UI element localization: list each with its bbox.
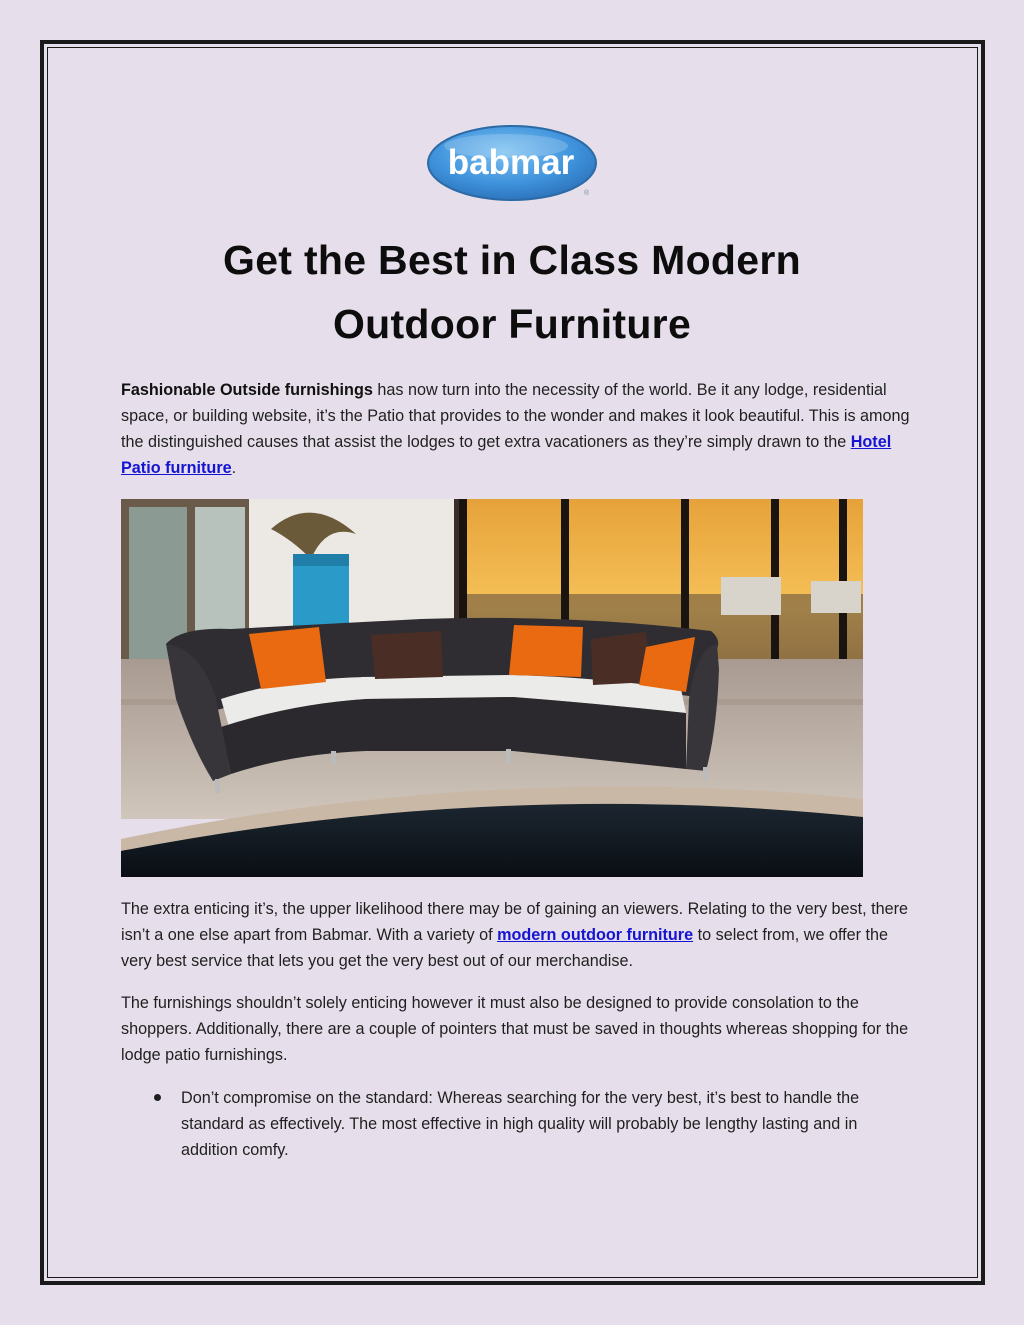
hotel-patio-furniture-link[interactable]: Hotel Patio furniture <box>121 433 892 477</box>
intro-text: has now turn into the necessity of the world. Be it any lodge, residential space, or building website, it’s the Patio that provides to the wonder and makes it look beautiful. This is among the distinguished causes that assist the lodges to get extra vacationers as they’re simply drawn to the <box>121 381 910 451</box>
bullet-list <box>150 1085 910 1163</box>
modern-outdoor-furniture-link[interactable]: modern outdoor furniture <box>497 926 694 944</box>
body-paragraph-2 <box>121 896 911 974</box>
intro-end: . <box>231 459 237 477</box>
page-title <box>100 228 924 356</box>
body-paragraph-3: The furnishings shouldn’t solely enticing however it must also be designed to provide consolation to the shoppers. Additionally, there are a couple of pointers that must be saved in thoughts whereas shopping for the lodge patio furnishings. <box>121 994 909 1064</box>
para2-text: The extra enticing it’s, the upper likelihood there may be of gaining an viewers. Relating to the very best, there isn’t a one else apart from Babmar. With a variety of <box>121 900 909 944</box>
list-item <box>150 1085 910 1163</box>
title-line-1: Get the Best in Class Modern <box>223 237 801 283</box>
title-line-2: Outdoor Furniture <box>332 301 692 347</box>
babmar-logo <box>426 124 598 202</box>
logo-text: babmar <box>447 143 575 182</box>
para2-end: to select from, we offer the very best service that lets you get the very best out of our merchandise. <box>121 926 889 970</box>
bullet-text: Don’t compromise on the standard: Whereas searching for the very best, it’s best to handle the standard as effectively. The most effective in high quality will probably be lengthy lasting and in addition comfy. <box>181 1089 860 1159</box>
intro-paragraph <box>121 377 911 481</box>
bullet-icon <box>154 1094 161 1101</box>
outdoor-sofa-photo <box>121 499 863 877</box>
logo-mark: ® <box>584 190 590 197</box>
intro-lead: Fashionable Outside furnishings <box>121 381 373 399</box>
